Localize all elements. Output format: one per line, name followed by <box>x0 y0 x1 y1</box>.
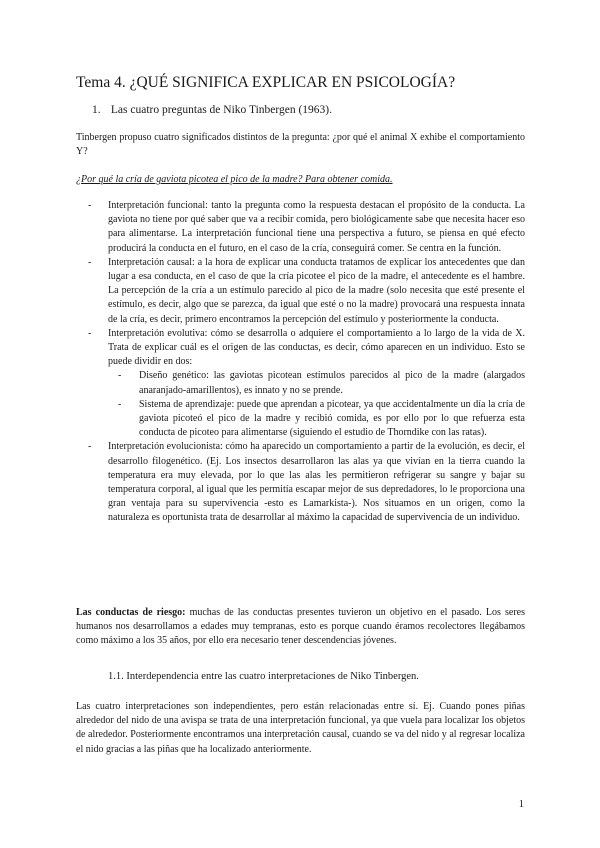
risk-behaviors-paragraph <box>76 606 525 649</box>
bullet-marker: - <box>88 256 92 268</box>
sublist-item-text: Sistema de aprendizaje: puede que aprendan a picotear, ya que accidentalmente un día la cría de gaviota picoteó el pico de la madre y recibió comida, es por ello por lo que refuerza esta conducta de picoteo para alimentarse (siguiendo el estudio de Thorndike con las ratas). <box>139 398 525 439</box>
section-heading <box>92 103 332 118</box>
risk-behaviors-text: muchas de las conductas presentes tuvieron un objetivo en el pasado. Los seres humanos nos desarrollamos a edades muy tempranas, esto es porque cuando éramos recolectores llegábamos como máximo a los 35 años, por ello era necesario tener descendencias jóvenes. <box>76 607 525 647</box>
interpretations-list <box>76 199 525 526</box>
bullet-marker: - <box>118 370 122 382</box>
sublist-item-learning-system <box>108 398 525 441</box>
intro-paragraph: Tinbergen propuso cuatro significados distintos de la pregunta: ¿por qué el animal X exhibe el comportamiento Y? <box>76 132 525 158</box>
bullet-marker: - <box>88 200 92 211</box>
subsection-heading: 1.1. Interdependencia entre las cuatro interpretaciones de Niko Tinbergen. <box>108 671 419 682</box>
interdependence-paragraph: Las cuatro interpretaciones son independientes, pero están relacionadas entre sí. Ej. Cuando pones piñas alrededor del nido de una avispa se trata de una interpretación funcional, ya que vuela para localizar los objetos de alrededor. Posteriormente encontramos una interpretación causal, cuando se va del nido y al regresar localiza el nido gracias a las piñas que ha localizado anteriormente. <box>76 701 525 755</box>
guiding-question: ¿Por qué la cría de gaviota picotea el pico de la madre? Para obtener comida. <box>76 174 393 185</box>
list-item-text: Interpretación causal: a la hora de explicar una conducta tratamos de explicar los antecedentes que dan lugar a esa conducta, en el caso de que la cría picotee el pico de la madre, el antecedente es el hambre. La percepción de la cría a un estímulo parecido al pico de la madre (solo necesita que esté presente el estímulo, es decir, algo que se parezca, da igual que esté o no la madre) provocará una respuesta innata de la cría, es decir, primero encontramos la percepción del estímulo y posteriormente la conducta. <box>108 256 525 325</box>
list-item-text: Interpretación evolucionista: cómo ha aparecido un comportamiento a partir de la evolución, es decir, el desarrollo filogenético. (Ej. Los insectos desarrollaron las alas ya que vivían en la tierra cuando la temperatura era muy elevada, por lo que las alas les permitieron refrigerar su sangre y bajar su temperatura corporal, al igual que les permitía escapar mejor de sus depredadores, lo le proporciona una gran ventaja para su supervivencia -esto es Lamarkista-). Nos situamos en un origen, como la naturaleza es oportunista trata de desarrollar al máximo la capacidad de supervivencia de un individuo. <box>108 441 525 524</box>
section-number: 1. <box>92 104 101 116</box>
sublist-item-text: Diseño genético: las gaviotas picotean estímulos parecidos al pico de la madre (alargados anaranjado-amarillentos), es innato y no se prende. <box>139 370 525 396</box>
evolutive-sublist <box>108 369 525 440</box>
sublist-item-genetic-design <box>108 369 525 397</box>
list-item-functional <box>76 199 525 256</box>
list-item-evolutionist <box>76 440 525 525</box>
list-item-text: Interpretación funcional: tanto la pregunta como la respuesta destacan el propósito de la conducta. La gaviota no tiene por qué saber que va a recibir comida, pero biológicamente sabe que necesita hacer eso para alimentarse. La interpretación funcional tiene una perspectiva a futuro, se piensa en qué efecto producirá la conducta en el futuro, en el caso de la cría, conseguirá comer. Se centra en la función. <box>108 200 525 254</box>
section-heading-text: Las cuatro preguntas de Niko Tinbergen (1963). <box>110 104 332 116</box>
document-title: Tema 4. ¿QUÉ SIGNIFICA EXPLICAR EN PSICOLOGÍA? <box>76 74 456 91</box>
list-item-text: Interpretación evolutiva: cómo se desarrolla o adquiere el comportamiento a lo largo de la vida de X. Trata de explicar cuál es el origen de las conductas, es decir, cómo aparecen en un individuo. Esto se puede dividir en dos: <box>108 327 525 368</box>
bullet-marker: - <box>118 398 122 410</box>
list-item-causal <box>76 256 525 327</box>
list-item-evolutive <box>76 327 525 441</box>
bullet-marker: - <box>88 441 92 453</box>
bullet-marker: - <box>88 327 92 339</box>
risk-behaviors-label: Las conductas de riesgo: <box>76 607 186 618</box>
page-number: 1 <box>518 799 524 810</box>
